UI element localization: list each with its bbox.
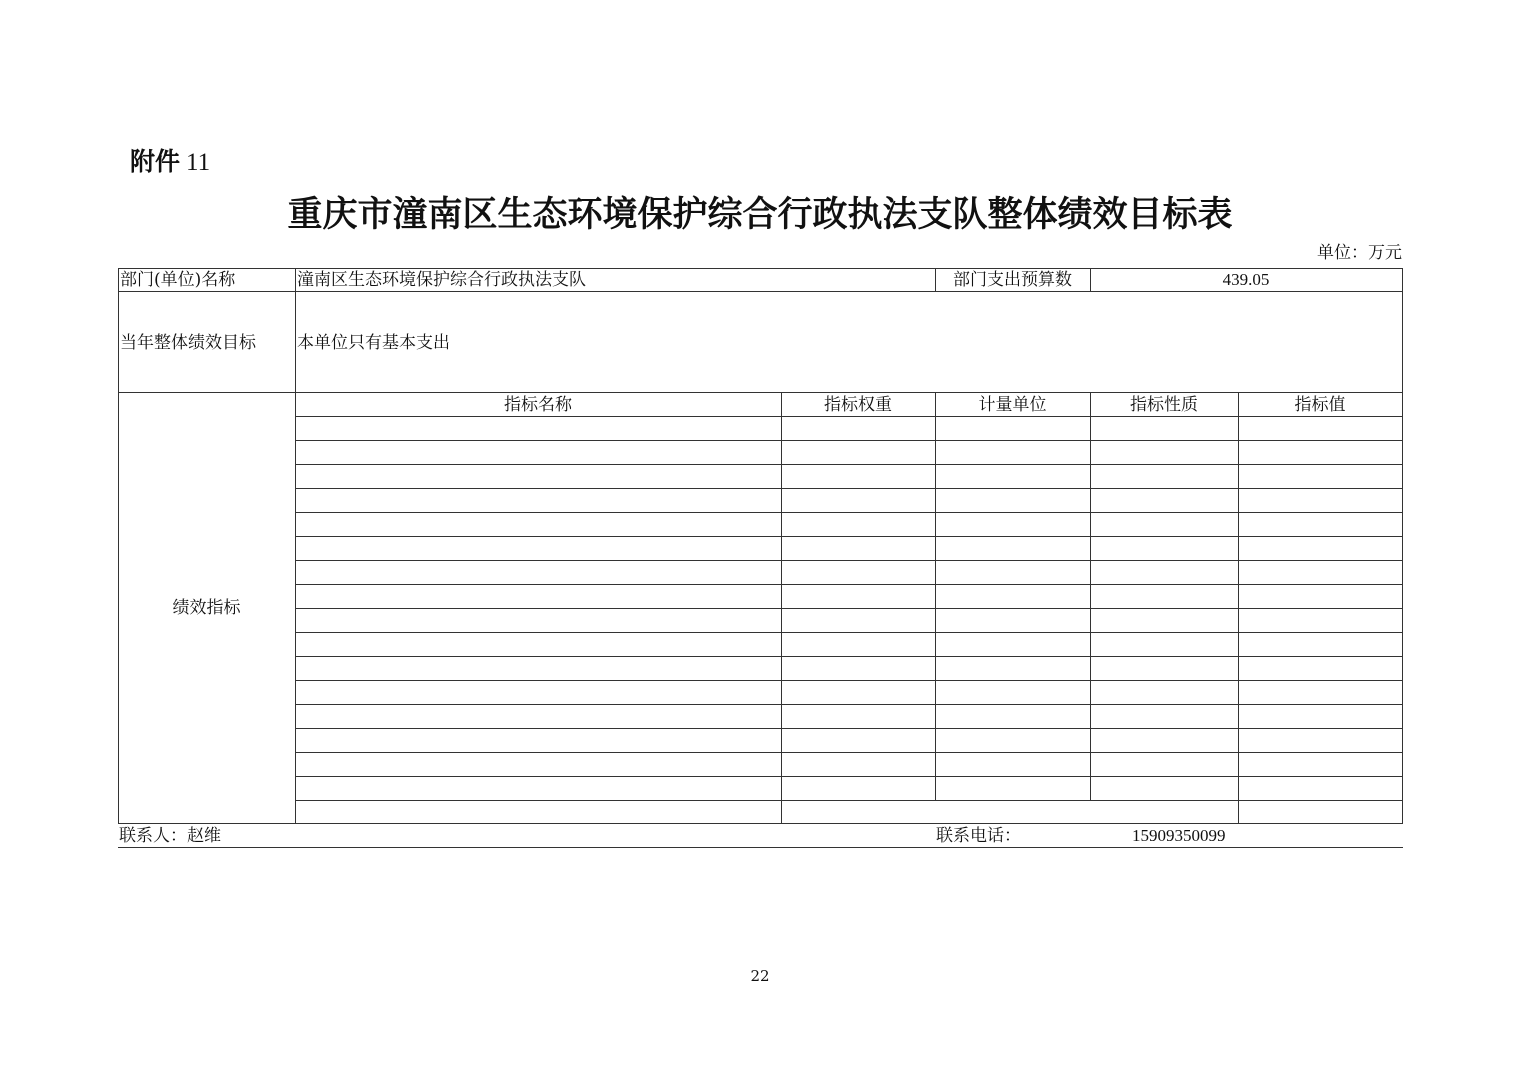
- budget-label: 部门支出预算数: [953, 270, 1072, 290]
- table-left-rule: [118, 268, 119, 824]
- table-row-rule: [295, 560, 1403, 561]
- table-row-rule: [295, 632, 1403, 633]
- table-row-rule: [295, 440, 1403, 441]
- table-rule: [1238, 392, 1239, 824]
- table-row-rule: [295, 488, 1403, 489]
- table-row-rule: [295, 680, 1403, 681]
- goal-text: 本单位只有基本支出: [297, 333, 450, 353]
- table-bottom-rule: [118, 823, 1403, 824]
- goal-label: 当年整体绩效目标: [120, 333, 256, 353]
- table-row-rule: [295, 704, 1403, 705]
- indicators-label: 绩效指标: [172, 598, 241, 618]
- table-rule: [935, 392, 936, 800]
- table-row-rule: [295, 512, 1403, 513]
- attachment-heading: [130, 146, 210, 179]
- col-indicator-nature: 指标性质: [1130, 395, 1198, 415]
- table-rule: [1090, 392, 1091, 800]
- table-row-rule: [295, 608, 1403, 609]
- col-indicator-value: 指标值: [1294, 395, 1346, 415]
- table-row-rule: [295, 464, 1403, 465]
- col-indicator-name: 指标名称: [504, 395, 572, 415]
- page-title: 重庆市潼南区生态环境保护综合行政执法支队整体绩效目标表: [287, 194, 1233, 235]
- table-row-rule: [295, 728, 1403, 729]
- unit-label: 单位：万元: [1317, 243, 1402, 263]
- dept-label: 部门(单位)名称: [120, 270, 236, 290]
- table-rule: [1090, 268, 1091, 292]
- col-unit-of-measure: 计量单位: [978, 395, 1047, 415]
- table-row-rule: [295, 800, 1403, 801]
- phone-value: 15909350099: [1132, 826, 1226, 845]
- contact-person: 联系人：赵维: [119, 826, 221, 846]
- table-rule: [118, 392, 1403, 393]
- table-rule: [118, 291, 1403, 292]
- attachment-number: 11: [186, 149, 211, 176]
- footer-rule: [118, 847, 1403, 848]
- dept-name: 潼南区生态环境保护综合行政执法支队: [297, 270, 586, 290]
- table-row-rule: [295, 536, 1403, 537]
- phone-label: 联系电话：: [936, 826, 1021, 846]
- table-header-rule: [295, 416, 1403, 417]
- table-top-rule: [118, 268, 1403, 269]
- attachment-label: 附件: [130, 147, 181, 176]
- table-rule: [935, 268, 936, 292]
- table-right-rule: [1402, 268, 1403, 824]
- table-rule: [295, 268, 296, 824]
- table-row-rule: [295, 752, 1403, 753]
- table-row-rule: [295, 656, 1403, 657]
- table-rule: [781, 392, 782, 824]
- table-row-rule: [295, 584, 1403, 585]
- col-indicator-weight: 指标权重: [824, 395, 892, 415]
- page-number: 22: [750, 967, 770, 985]
- budget-value: 439.05: [1222, 270, 1270, 289]
- table-row-rule: [295, 776, 1403, 777]
